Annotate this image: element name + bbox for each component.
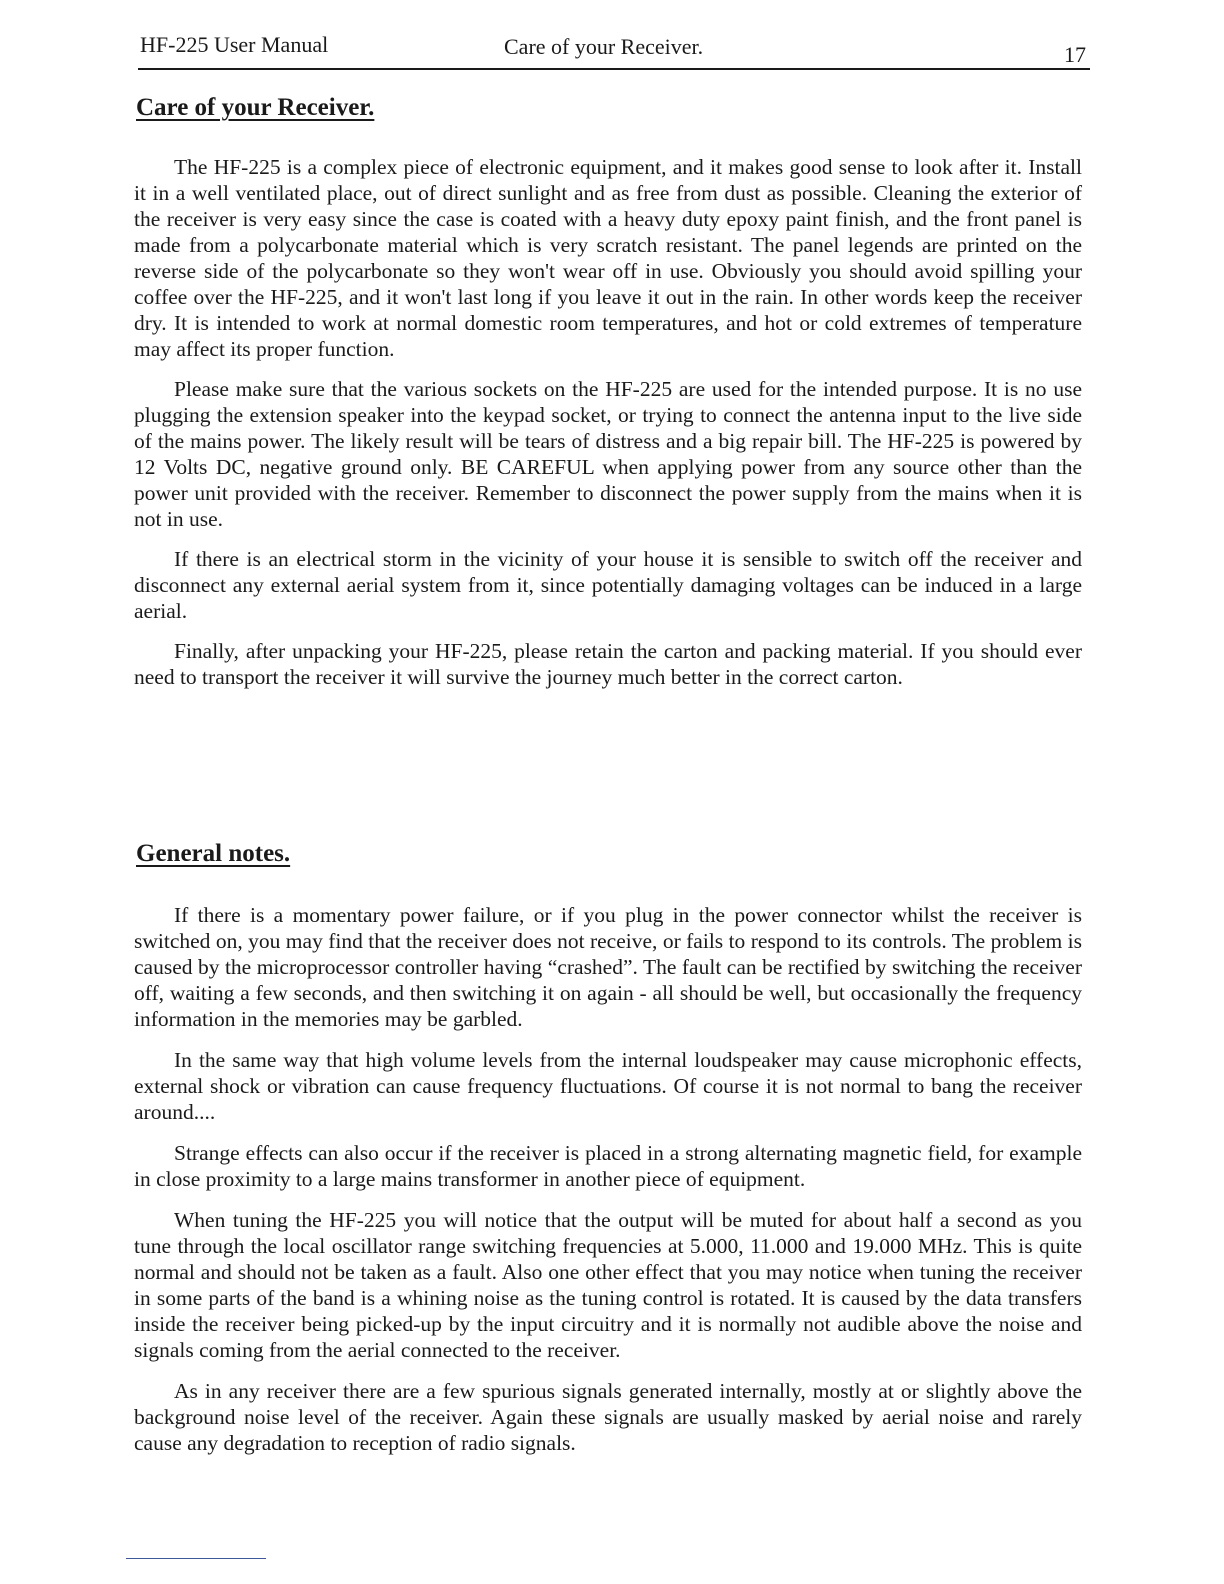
care-paragraph-1: The HF-225 is a complex piece of electronic equipment, and it makes good sense to look after it. Install it in a well ventilated place, out of direct sunlight and as free from dust as possible. Cleaning the exterior of the receiver is very easy since the case is coated with a heavy duty epoxy paint finish, and the front panel is made from a polycarbonate material which is very scratch resistant. The panel legends are printed on the reverse side of the polycarbonate so they won't wear off in use. Obviously you should avoid spilling your coffee over the HF-225, and it won't last long if you leave it out in the rain. In other words keep the receiver dry. It is intended to work at normal domestic room temperatures, and hot or cold extremes of temperature may affect its proper function. [134, 155, 1082, 361]
manual-title: HF-225 User Manual [140, 32, 329, 57]
care-paragraph-3: If there is an electrical storm in the vicinity of your house it is sensible to switch off the receiver and disconnect any external aerial system from it, since potentially damaging voltages can be induced in a large aerial. [134, 547, 1082, 623]
general-paragraph-2: In the same way that high volume levels from the internal loudspeaker may cause microphonic effects, external shock or vibration can cause frequency fluctuations. Of course it is not normal to bang the receiver around.... [134, 1048, 1082, 1124]
footnote-rule [126, 1558, 266, 1559]
care-paragraph-2: Please make sure that the various sockets on the HF-225 are used for the intended purpose. It is no use plugging the extension speaker into the keypad socket, or trying to connect the antenna input to the live side of the mains power. The likely result will be tears of distress and a big repair bill. The HF-225 is powered by 12 Volts DC, negative ground only. BE CAREFUL when applying power from any source other than the power unit provided with the receiver. Remember to disconnect the power supply from the mains when it is not in use. [134, 377, 1082, 531]
general-paragraph-4: When tuning the HF-225 you will notice that the output will be muted for about half a second as you tune through the local oscillator range switching frequencies at 5.000, 11.000 and 19.000 MHz. This is quite normal and should not be taken as a fault. Also one other effect that you may notice when tuning the receiver in some parts of the band is a whining noise as the tuning control is rotated. It is caused by the data transfers inside the receiver being picked-up by the input circuitry and it is normally not audible above the noise and signals coming from the aerial connected to the receiver. [134, 1208, 1082, 1362]
general-paragraph-5: As in any receiver there are a few spurious signals generated internally, mostly at or slightly above the background noise level of the receiver. Again these signals are usually masked by aerial noise and rarely cause any degradation to reception of radio signals. [134, 1379, 1082, 1455]
page-header [138, 30, 1090, 70]
care-heading: Care of your Receiver. [136, 94, 375, 121]
general-paragraph-1: If there is a momentary power failure, or if you plug in the power connector whilst the receiver is switched on, you may find that the receiver does not receive, or fails to respond to its controls. The problem is caused by the microprocessor controller having “crashed”. The fault can be rectified by switching the receiver off, waiting a few seconds, and then switching it on again - all should be well, but occasionally the frequency information in the memories may be garbled. [134, 903, 1082, 1031]
care-paragraph-4: Finally, after unpacking your HF-225, please retain the carton and packing material. If you should ever need to transport the receiver it will survive the journey much better in the correct carton. [134, 639, 1082, 689]
care-section [134, 94, 1082, 704]
page-number: 17 [1064, 42, 1086, 67]
general-notes-heading: General notes. [136, 840, 291, 867]
general-paragraph-3: Strange effects can also occur if the receiver is placed in a strong alternating magnetic field, for example in close proximity to a large mains transformer in another piece of equipment. [134, 1141, 1082, 1191]
general-notes-section [134, 840, 1082, 1471]
chapter-title: Care of your Receiver. [504, 34, 704, 59]
